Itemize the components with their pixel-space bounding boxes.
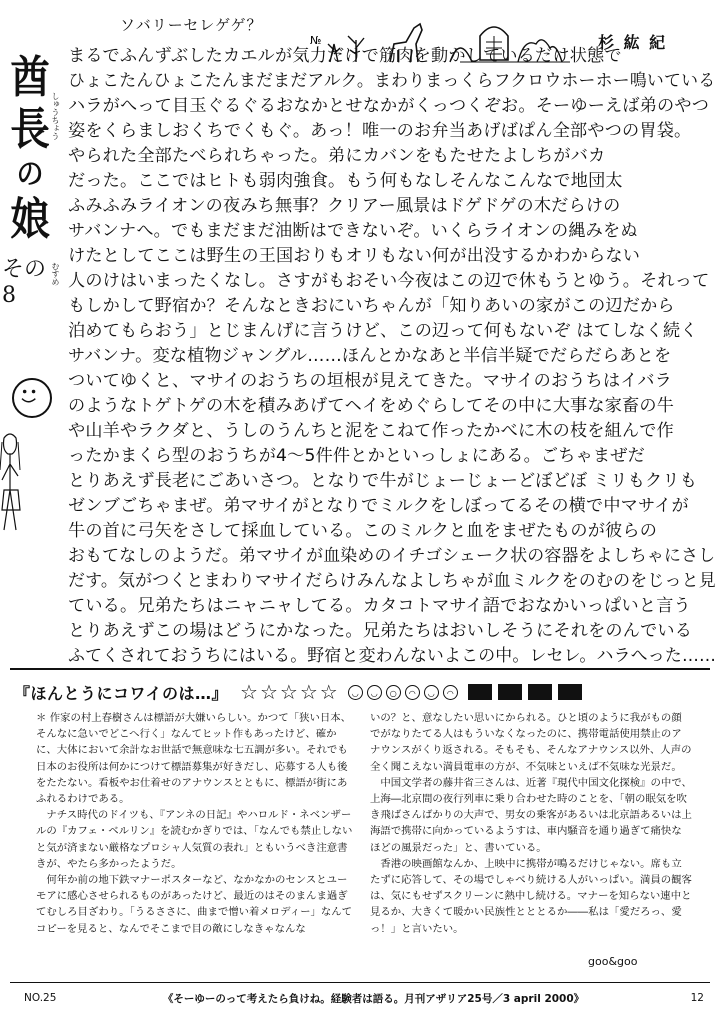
face-icon: ◡ xyxy=(348,685,363,700)
story-line: だす。気がつくとまわりマサイだらけみんなよしちゃが血ミルクをのむのをじっと見 xyxy=(68,571,716,591)
star-icon: ☆ xyxy=(319,680,338,704)
rating-stars xyxy=(240,682,338,702)
face-icon: ○ xyxy=(386,685,401,700)
story-line: 姿をくらましおくちでくもぐ。あっ！唯一のお弁当あげばぱん全部やつの胃袋。 xyxy=(68,121,692,141)
face-icon: ◡ xyxy=(367,685,382,700)
column-right xyxy=(370,710,692,937)
story-line: 人のけはいまったくなし。さすがもおそい今夜はこの辺で休もうとゆう。それって xyxy=(68,271,710,291)
story-title-vertical xyxy=(2,52,58,308)
story-line: ふてくされておうちにはいる。野宿と変わんないよこの中。レセレ。ハラへった…… xyxy=(68,646,717,666)
face-icon: ◡ xyxy=(424,685,439,700)
story-line: ったかまくら型のおうちが4〜5件件とかといっしょにある。ごちゃまぜだ xyxy=(68,446,645,466)
column-paragraph: ＊ 作家の村上春樹さんは標語が大嫌いらしい。かつて「狭い日本、そんなに急いでどこへ行く」なんてヒット作もあったけど、確かに、大体において余計なお世話で無意味な七五調が多い。それでも日本のお役所は何かにつけて標語募集が好きだし、応募する人も後をたたない。看板やお仕着せのアナウンスとともに、標語が街にあふれるわけである。 xyxy=(36,712,352,806)
story-line: 泊めてもらおう」とじまんげに言うけど、この辺って何もないぞ はてしなく続く xyxy=(68,321,698,341)
column-title: 『ほんとうにコワイのは…』 xyxy=(14,683,229,703)
story-line: ている。兄弟たちはニャニャしてる。カタコトマサイ語でおなかいっぱいと言う xyxy=(68,596,691,616)
story-line: ゼンブごちゃまぜ。弟マサイがとなりでミルクをしぼってるその横で中マサイが xyxy=(68,496,689,516)
story-kicker: ソバリーセレゲゲ？ xyxy=(120,16,263,34)
black-block-icons xyxy=(468,684,582,700)
story-line: サバンナ。変な植物ジャングル……ほんとかなあと半信半疑でだらだらあとを xyxy=(68,346,672,366)
face-icon: ◠ xyxy=(443,685,458,700)
issue-number: NO.25 xyxy=(24,992,57,1004)
girl-sketch-icon xyxy=(0,430,22,550)
story-line: けたとしてここは野生の王国おりもオリもない何が出没するかわからない xyxy=(68,246,641,266)
story-line: とりあえずこの場はどうにかなった。兄弟たちはおいしそうにそれをのんでいる xyxy=(68,621,693,641)
title-char: 長 xyxy=(10,104,50,155)
story-line: とりあえず長老にごあいさつ。となりで牛がじょーじょーどぼどぼ ミリもクリも xyxy=(68,471,698,491)
block-icon xyxy=(498,684,522,700)
story-handwritten-text xyxy=(68,44,718,669)
face-icons xyxy=(348,685,458,700)
story-line: だった。ここではヒトも弱肉強食。もう何もなしそんなこんなで地団太 xyxy=(68,171,623,191)
star-icon: ☆ xyxy=(240,680,258,704)
story-line: サバンナへ。でもまだまだ油断はできないぞ。いくらライオンの縄みをぬ xyxy=(68,221,638,241)
story-line: のようなトゲトゲの木を積みあげてヘイをめぐらしてその中に大事な家畜の牛 xyxy=(68,396,675,416)
block-icon xyxy=(528,684,552,700)
star-icon: ☆ xyxy=(279,680,298,704)
column-header xyxy=(14,676,714,708)
block-icon xyxy=(468,684,492,700)
section-divider xyxy=(10,668,710,670)
column-paragraph: 何年か前の地下鉄マナーポスターなど、なかなかのセンスとユーモアに感心させられるものがあったけど、最近のはそのまんま過ぎてむしろ目ざわり。「うるささに、曲まで憎い着メロディー」なんてコピーを見ると、なんでそこまで目の敵にしなきゃなんな xyxy=(36,874,353,935)
story-line: おもてなしのようだ。弟マサイが血染めのイチゴシェーク状の容器をよしちゃにさし xyxy=(68,546,716,566)
story-line: やられた全部たべられちゃった。弟にカバンをもたせたよしちがバカ xyxy=(68,146,606,166)
column-paragraph: 香港の映画館なんか、上映中に携帯が鳴るだけじゃない。席も立たずに応答して、その場でしゃべり続ける人がいっぱい。満員の観客は、気にもせずスクリーンに熱中し続ける。マナーを知らない連中と見るか、大きくて暖かい民族性とととるか――私は「愛だろっ、愛っ！」と言いたい。 xyxy=(370,857,692,935)
title-ruby: むすめ xyxy=(51,262,60,286)
story-line: もしかして野宿か？そんなときおにいちゃんが「知りあいの家がこの辺だから xyxy=(68,296,675,316)
title-char: 娘 xyxy=(10,194,50,245)
story-line: ひょこたんひょこたんまだまだアルク。まわりまっくらフクロウホーホー鳴いている xyxy=(68,71,716,91)
title-char: の xyxy=(16,157,44,192)
column-paragraph: いの？と、意なしたい思いにかられる。ひと頃のように我がもの顔でがなりたてる人はもういなくなったのに、携帯電話使用禁止のアナウンスがくり返される。そもそも、そんなアナウンス以外、人声の全く聞こえない満員電車の方が、不気味といえば不気味な光景だ。 xyxy=(370,712,692,773)
column-paragraph: 中国文学者の藤井省三さんは、近著『現代中国文化探検』の中で、上海―北京間の夜行列車に乗り合わせた時のことを、「朝の眠気を吹き飛ばさんばかりの大声で、男女の乗客があるいは北京語あるいは上海語で携帯に向かっているようすは、車内騒音を通り過ぎて痛快なほどの風景だった」と、書いている。 xyxy=(370,776,692,854)
footer-divider xyxy=(10,982,710,983)
page-number: 12 xyxy=(690,992,704,1004)
story-line: や山羊やラクダと、うしのうんちと泥をこねて作ったかべに木の枝を組んで作 xyxy=(68,421,674,441)
title-ruby: しゅうちょう xyxy=(51,92,60,140)
star-icon: ☆ xyxy=(259,680,278,704)
story-line: ついてゆくと、マサイのおうちの垣根が見えてきた。マサイのおうちはイバラ xyxy=(68,371,673,391)
story-line: ふみふみライオンの夜みち無事？クリアー風景はドゲドゲの木だらけの xyxy=(68,196,621,216)
header-mark: № xyxy=(310,34,322,47)
title-char: 酋 xyxy=(10,52,50,103)
column-paragraph: ナチス時代のドイツも、『アンネの日記』やハロルド・ネベンザールの『カフェ・ベルリン』を読むかぎりでは、「なんでも禁止しないと気が済まない厳格なプロシャ人気質の表れ」ともいうべき注意書きが、やたら多かったようだ。 xyxy=(36,809,353,870)
column-left xyxy=(36,710,356,937)
column-signoff: goo&goo xyxy=(588,955,638,968)
smiley-face-icon xyxy=(12,378,52,418)
part-number: その8 xyxy=(2,257,47,308)
story-line: ハラがへって目玉ぐるぐるおなかとせなかがくっつくぞお。そーゆーえば弟のやつ xyxy=(68,96,710,116)
page-footer xyxy=(24,988,704,1008)
author-name: 杉 紘 紀 xyxy=(598,33,668,52)
story-line: 牛の首に弓矢をさして採血している。このミルクと血をまぜたものが彼らの xyxy=(68,521,658,541)
footer-caption: 《そーゆーのって考えたら負けね。経験者は語る。月刊アザリア25号／3 april 2000》 xyxy=(162,992,585,1005)
star-icon: ☆ xyxy=(299,680,318,704)
story-line: まるでふんずぶしたカエルが気力だけで筋肉を動かしているだけ状態で xyxy=(68,46,622,66)
face-icon: ◠ xyxy=(405,685,420,700)
block-icon xyxy=(558,684,582,700)
